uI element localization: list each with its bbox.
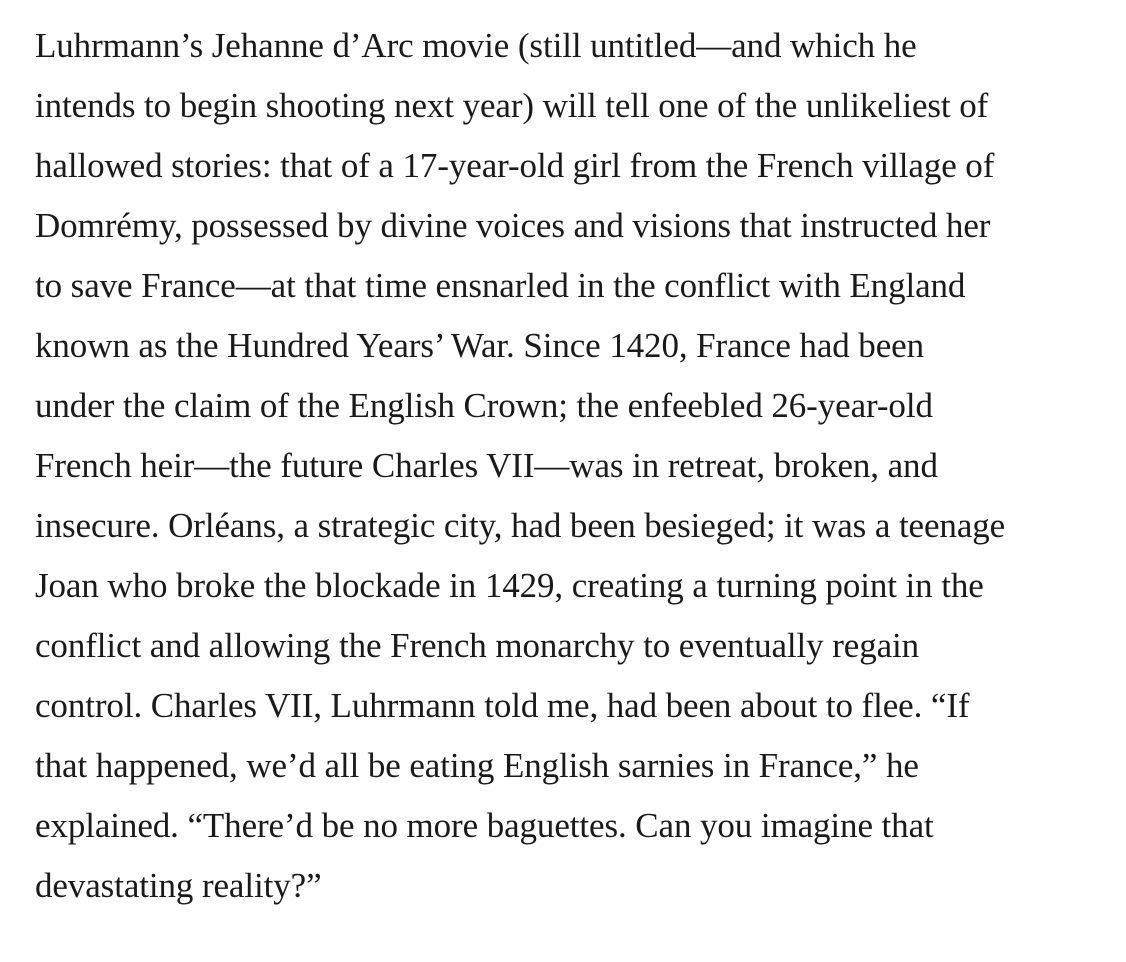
paragraph-line: that happened, we’d all be eating English sarnies in France,” he	[35, 746, 919, 785]
paragraph-line: Joan who broke the blockade in 1429, creating a turning point in the	[35, 566, 984, 605]
paragraph-line: control. Charles VII, Luhrmann told me, had been about to flee. “If	[35, 686, 970, 725]
paragraph-line: explained. “There’d be no more baguettes. Can you imagine that	[35, 806, 934, 845]
paragraph-line: hallowed stories: that of a 17-year-old girl from the French village of	[35, 146, 995, 185]
paragraph-line: devastating reality?”	[35, 866, 322, 905]
paragraph-line: intends to begin shooting next year) will tell one of the unlikeliest of	[35, 86, 989, 125]
paragraph-line: known as the Hundred Years’ War. Since 1420, France had been	[35, 326, 924, 365]
paragraph-line: Luhrmann’s Jehanne d’Arc movie (still untitled—and which he	[35, 26, 917, 65]
paragraph-line: Domrémy, possessed by divine voices and visions that instructed her	[35, 206, 991, 245]
paragraph-line: French heir—the future Charles VII—was in retreat, broken, and	[35, 446, 938, 485]
paragraph-line: under the claim of the English Crown; the enfeebled 26-year-old	[35, 386, 933, 425]
article-paragraph	[35, 16, 1110, 916]
paragraph-line: insecure. Orléans, a strategic city, had been besieged; it was a teenage	[35, 506, 1006, 545]
paragraph-line: to save France—at that time ensnarled in the conflict with England	[35, 266, 966, 305]
paragraph-line: conflict and allowing the French monarchy to eventually regain	[35, 626, 920, 665]
